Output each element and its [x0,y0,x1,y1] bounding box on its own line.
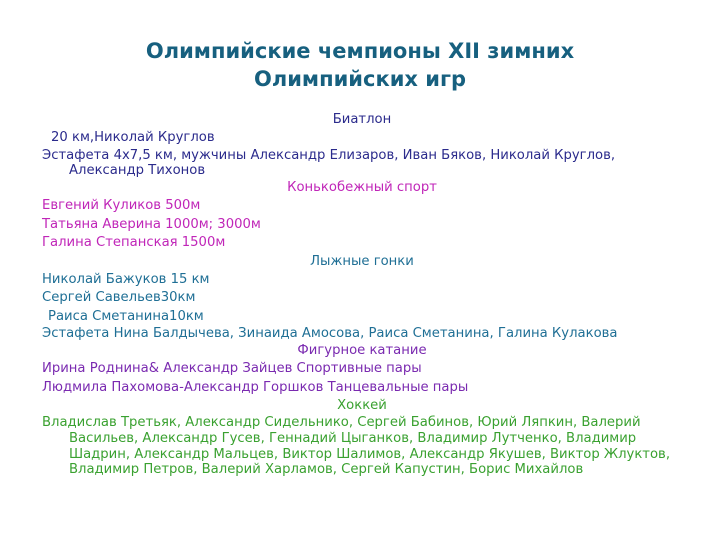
list-item: Эстафета 4х7,5 км, мужчины Александр Елизаров, Иван Бяков, Николай Круглов, Александр Тихонов [42,147,616,179]
list-item: Сергей Савельев30км [42,290,196,306]
slide-title-line-1: Олимпийские чемпионы XII зимних [145,39,575,63]
list-item: Владислав Третьяк, Александр Сидельнико, Сергей Бабинов, Юрий Ляпкин, Валерий Васильев, Александр Гусев, Геннадий Цыганков, Владимир Лутченко, Владимир Шадрин, Александр Мальцев, Виктор Шалимов, Александр Якушев, Виктор Жлуктов, Владимир Петров, Валерий Харламов, Сергей Капустин, Борис Михайлов [42,415,671,478]
section-heading-speed-skating: Конькобежный спорт [287,180,437,195]
section-heading-ski-racing: Лыжные гонки [310,253,414,269]
section-heading-figure-skating: Фигурное катание [297,342,427,358]
champions-list [42,111,682,478]
section-speed-skating [42,179,682,253]
list-item: Раиса Сметанина10км [48,308,204,324]
list-item: Людмила Пахомова-Александр Горшков Танцевальные пары [42,379,469,395]
section-figure-skating [42,342,682,397]
slide-title-line-2: Олимпийских игр [253,67,467,91]
list-item: Татьяна Аверина 1000м; 3000м [42,216,261,232]
list-item: Евгений Куликов 500м [42,198,201,214]
section-biathlon [42,111,682,179]
list-item: Ирина Роднина& Александр Зайцев Спортивные пары [42,361,422,377]
section-heading-hockey: Хоккей [337,398,387,414]
section-ski-racing [42,253,682,342]
list-item: Эстафета Нина Балдычева, Зинаида Амосова, Раиса Сметанина, Галина Кулакова [42,326,618,342]
section-hockey [42,397,682,478]
list-item: Николай Бажуков 15 км [42,272,210,288]
list-item: Галина Степанская 1500м [42,235,226,251]
list-item: 20 км,Николай Круглов [51,130,215,146]
section-heading-biathlon: Биатлон [332,112,392,127]
slide-title [0,37,720,93]
